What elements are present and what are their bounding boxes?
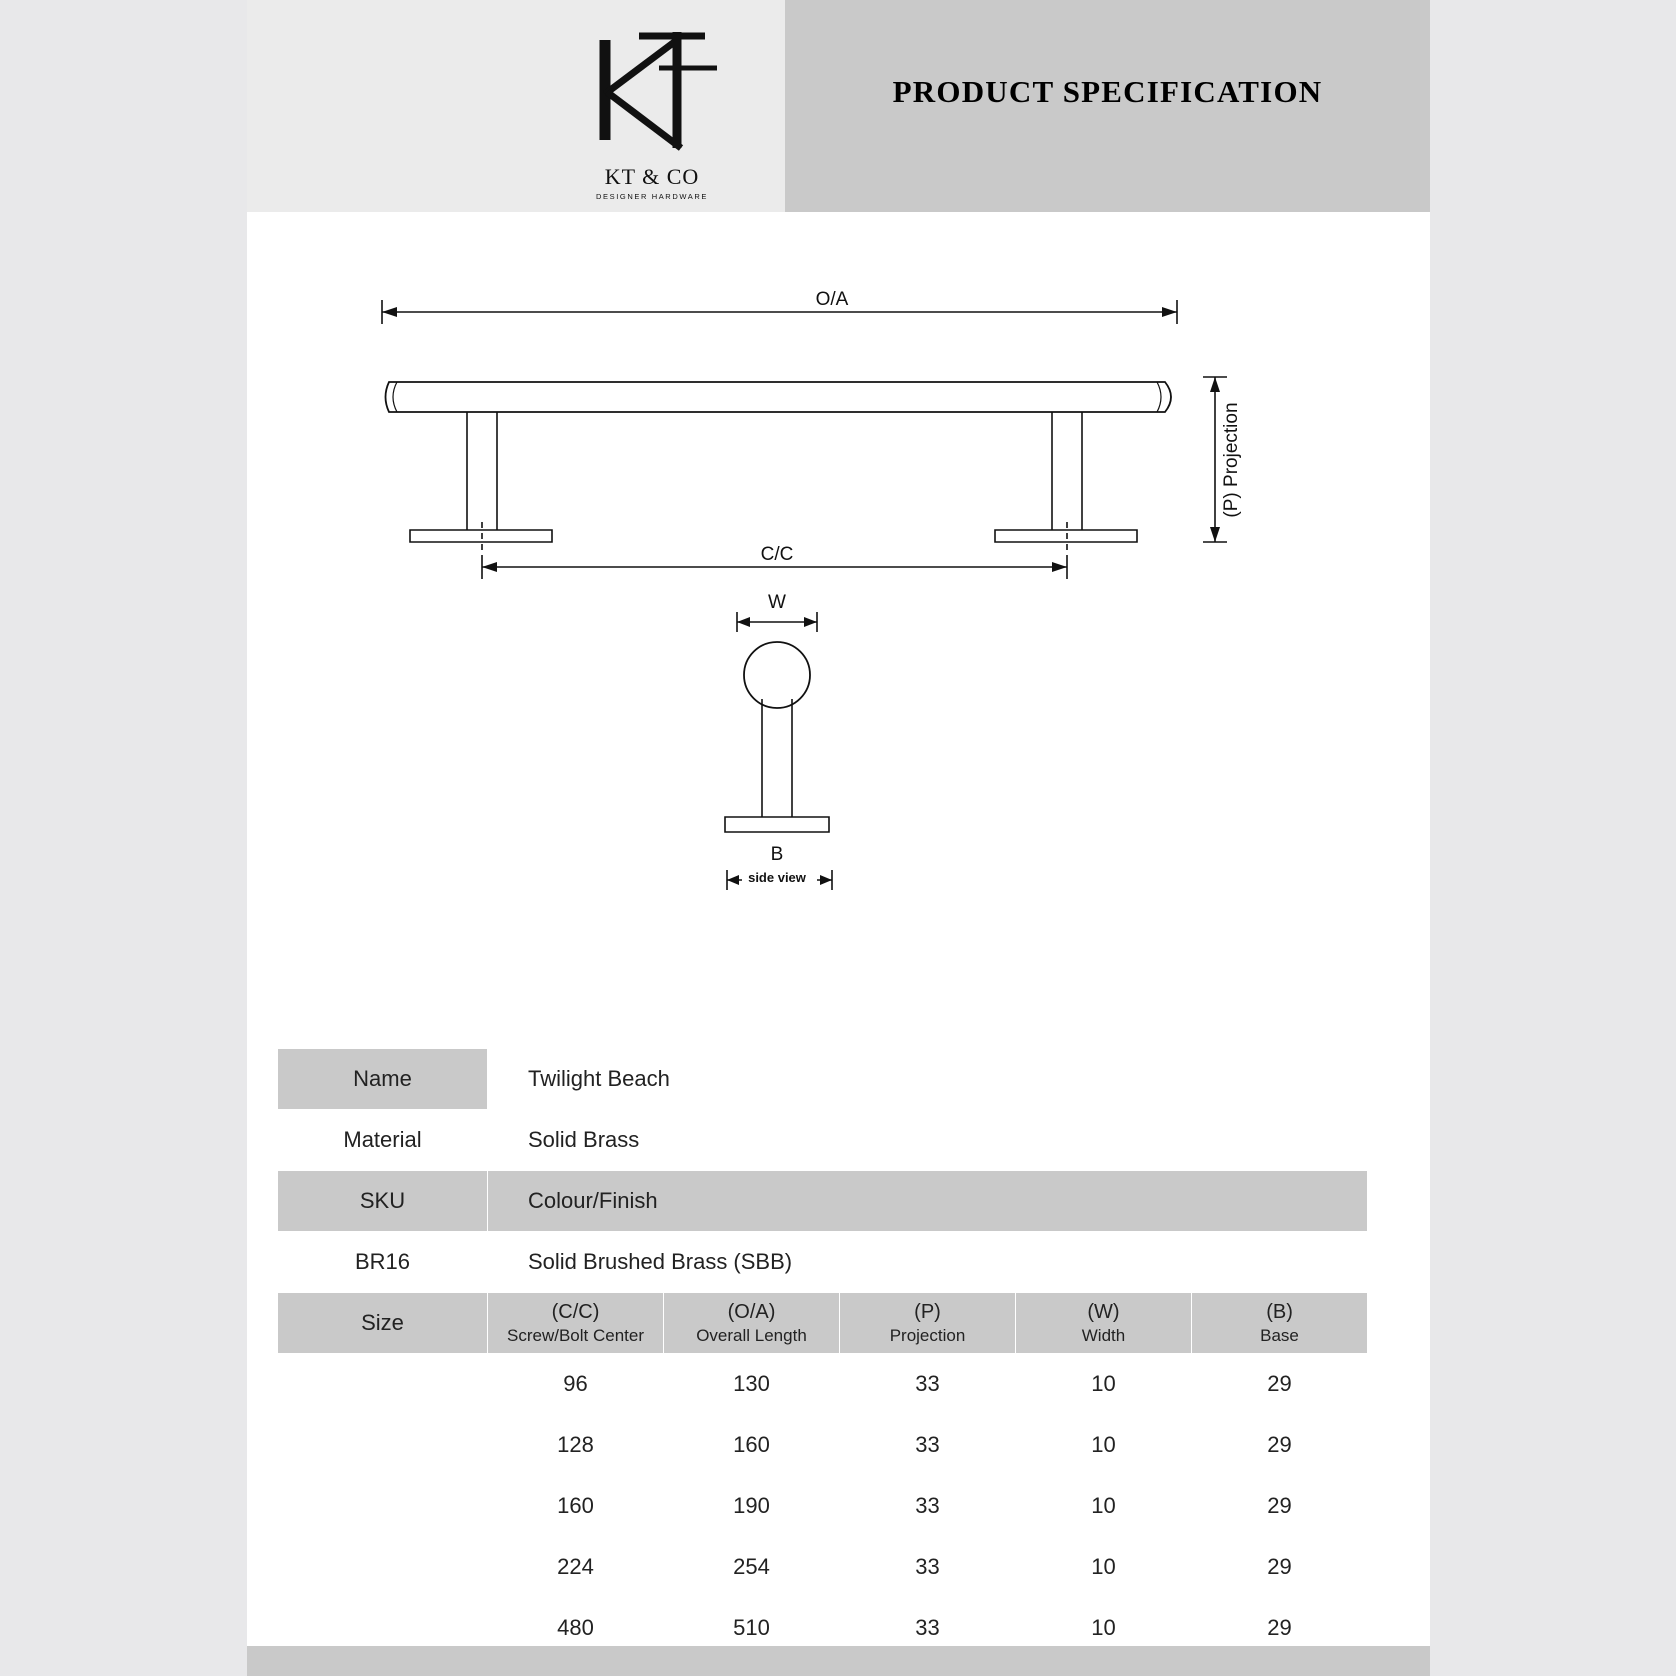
spec-sheet-page [247, 0, 1430, 1676]
row-label-name: Name [278, 1049, 488, 1110]
brand-logo [577, 22, 727, 201]
cell-w: 10 [1016, 1354, 1192, 1415]
table-row [278, 1354, 1368, 1415]
svg-text:side view: side view [748, 870, 806, 885]
page-header [247, 0, 1430, 212]
row-value-finish: Solid Brushed Brass (SBB) [488, 1232, 1368, 1293]
table-row [278, 1171, 1368, 1232]
col-header-p [840, 1293, 1016, 1354]
col-name-cc: Screw/Bolt Center [507, 1325, 644, 1345]
row-label-size: Size [278, 1293, 488, 1354]
row-value-material: Solid Brass [488, 1110, 1368, 1171]
col-code-w: (W) [1087, 1300, 1120, 1323]
cell-b: 29 [1192, 1415, 1368, 1476]
cell-oa: 254 [664, 1537, 840, 1598]
svg-text:B: B [770, 844, 784, 865]
col-code-cc: (C/C) [551, 1300, 600, 1323]
row-value-name: Twilight Beach [488, 1049, 1368, 1110]
cell-b: 29 [1192, 1598, 1368, 1659]
cell-cc: 160 [488, 1476, 664, 1537]
table-row [278, 1110, 1368, 1171]
col-code-p: (P) [914, 1300, 941, 1323]
cell-p: 33 [840, 1598, 1016, 1659]
col-header-w [1016, 1293, 1192, 1354]
svg-text:C/C: C/C [760, 544, 794, 565]
cell-cc: 480 [488, 1598, 664, 1659]
row-label-material: Material [278, 1110, 488, 1171]
svg-text:O/A: O/A [815, 289, 849, 310]
kt-monogram-icon [577, 22, 727, 162]
specification-table [277, 1048, 1368, 1659]
col-header-cc [488, 1293, 664, 1354]
table-row [278, 1232, 1368, 1293]
cell-p: 33 [840, 1354, 1016, 1415]
cell-oa: 130 [664, 1354, 840, 1415]
svg-text:(P) Projection: (P) Projection [1221, 402, 1242, 518]
brand-name: KT & CO [604, 164, 700, 189]
cell-w: 10 [1016, 1598, 1192, 1659]
brand-tagline: DESIGNER HARDWARE [596, 192, 708, 201]
col-code-b: (B) [1266, 1300, 1293, 1323]
technical-drawing [247, 212, 1430, 972]
cell-b: 29 [1192, 1354, 1368, 1415]
header-title-panel [785, 0, 1430, 212]
cell-p: 33 [840, 1537, 1016, 1598]
col-name-oa: Overall Length [696, 1325, 807, 1345]
cell-oa: 510 [664, 1598, 840, 1659]
cell-b: 29 [1192, 1476, 1368, 1537]
row-label-sku-code: BR16 [278, 1232, 488, 1293]
col-code-oa: (O/A) [727, 1300, 776, 1323]
cell-p: 33 [840, 1415, 1016, 1476]
cell-w: 10 [1016, 1415, 1192, 1476]
col-name-w: Width [1081, 1325, 1126, 1345]
page-footer-bar [247, 1646, 1430, 1676]
cell-oa: 190 [664, 1476, 840, 1537]
col-header-b [1192, 1293, 1368, 1354]
col-name-p: Projection [889, 1325, 966, 1345]
col-header-oa [664, 1293, 840, 1354]
cell-oa: 160 [664, 1415, 840, 1476]
cell-cc: 96 [488, 1354, 664, 1415]
table-row [278, 1049, 1368, 1110]
size-spacer-cell [278, 1354, 488, 1659]
cell-w: 10 [1016, 1476, 1192, 1537]
cell-cc: 224 [488, 1537, 664, 1598]
svg-text:W: W [768, 592, 786, 613]
row-label-sku: SKU [278, 1171, 488, 1232]
size-header-row [278, 1293, 1368, 1354]
cell-p: 33 [840, 1476, 1016, 1537]
page-title: PRODUCT SPECIFICATION [892, 74, 1323, 109]
row-value-colour-finish: Colour/Finish [488, 1171, 1368, 1232]
cell-b: 29 [1192, 1537, 1368, 1598]
cell-w: 10 [1016, 1537, 1192, 1598]
col-name-b: Base [1260, 1325, 1299, 1345]
cell-cc: 128 [488, 1415, 664, 1476]
